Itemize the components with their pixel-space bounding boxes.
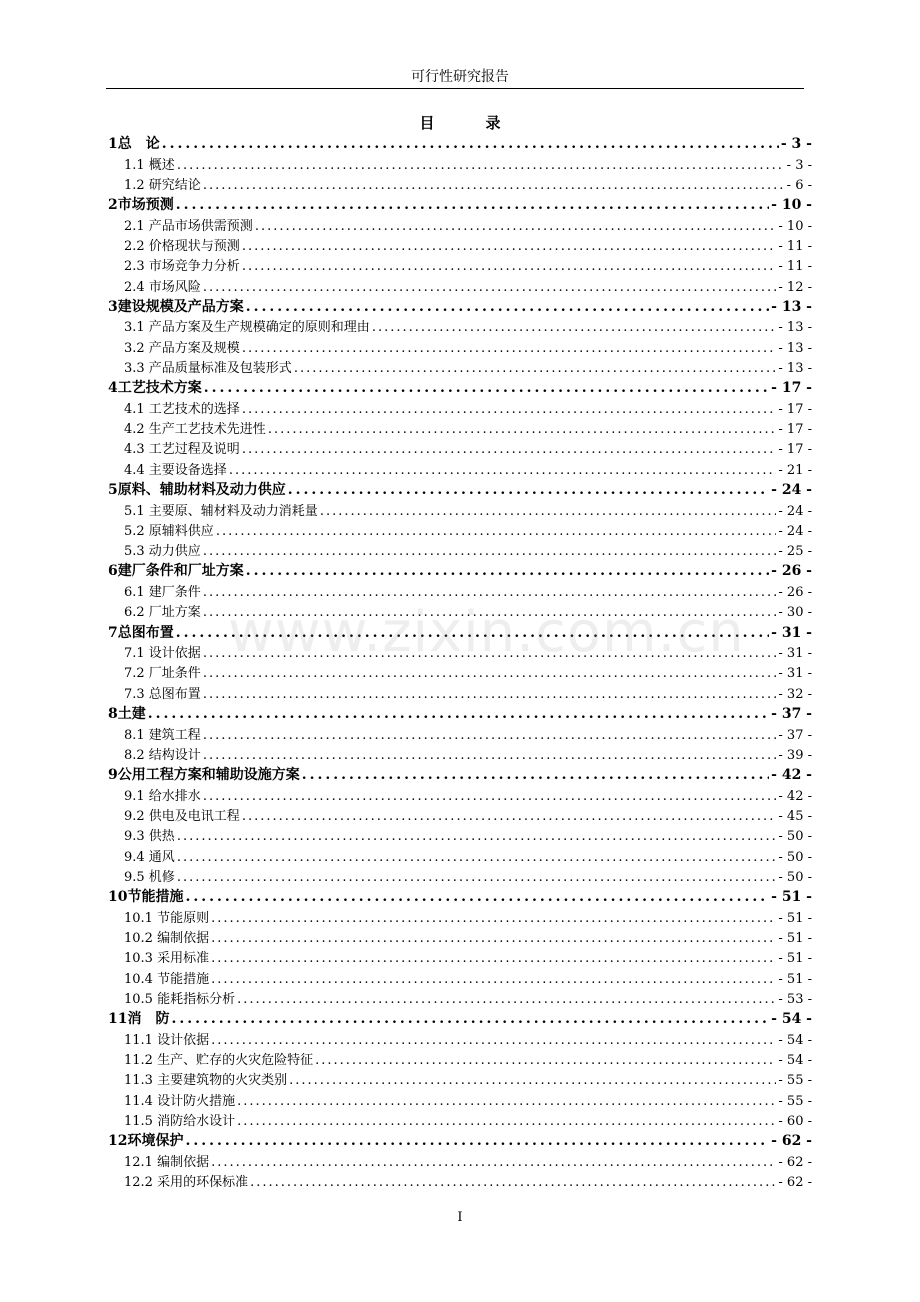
toc-chapter-entry[interactable] [108, 560, 812, 581]
toc-section-title: 3.1 产品方案及生产规模确定的原则和理由 [124, 320, 370, 336]
toc-section-title: 11.2 生产、贮存的火灾危险特征 [124, 1053, 314, 1069]
toc-chapter-title: 建厂条件和厂址方案 [117, 563, 244, 580]
toc-section-entry[interactable] [108, 1171, 812, 1191]
toc-dot-leader [185, 1133, 769, 1149]
toc-page-number: - 42 - [771, 767, 812, 784]
toc-page-number: - 62 - [778, 1154, 812, 1170]
toc-section-title: 7.3 总图布置 [124, 686, 201, 702]
toc-section-title: 7.2 厂址条件 [124, 666, 201, 682]
toc-section-title: 6.2 厂址方案 [124, 605, 201, 621]
toc-section-title: 2.3 市场竞争力分析 [124, 259, 240, 275]
toc-section-title: 7.1 设计依据 [124, 646, 201, 662]
toc-dot-leader [242, 809, 777, 824]
toc-section-entry[interactable] [108, 907, 812, 927]
toc-section-entry[interactable] [108, 968, 812, 988]
toc-chapter-entry[interactable] [108, 703, 812, 724]
toc-section-title: 2.2 价格现状与预测 [124, 238, 240, 254]
toc-section-entry[interactable] [108, 276, 812, 296]
toc-dot-leader [242, 239, 777, 254]
toc-page-number: - 51 - [778, 971, 812, 987]
toc-section-entry[interactable] [108, 988, 812, 1008]
toc-chapter-entry[interactable] [108, 1130, 812, 1151]
toc-page-number: - 37 - [778, 727, 812, 743]
watermark: www.zixin.com.cn [228, 600, 745, 665]
toc-chapter-title: 节能措施 [127, 889, 184, 906]
toc-section-title: 5.1 主要原、辅材料及动力消耗量 [124, 503, 318, 519]
toc-chapter-number: 10 [108, 889, 128, 906]
toc-page-number: - 17 - [778, 442, 812, 458]
toc-chapter-title: 公用工程方案和辅助设施方案 [117, 767, 300, 784]
toc-dot-leader [268, 422, 777, 437]
toc-dot-leader [203, 585, 777, 600]
toc-section-entry[interactable] [108, 947, 812, 967]
toc-chapter-number: 2 [108, 197, 118, 214]
toc-dot-leader [372, 320, 777, 335]
toc-page-number: - 25 - [778, 544, 812, 560]
toc-section-title: 9.2 供电及电讯工程 [124, 809, 240, 825]
toc-dot-leader [211, 1033, 776, 1048]
toc-chapter-number: 12 [108, 1133, 128, 1150]
toc-page-number: - 60 - [778, 1114, 812, 1129]
toc-chapter-entry[interactable] [108, 764, 812, 785]
toc-section-entry[interactable] [108, 235, 812, 255]
toc-section-entry[interactable] [108, 357, 812, 377]
toc-page-number: - 32 - [778, 686, 812, 702]
toc-dot-leader [294, 361, 777, 376]
toc-page-number: - 31 - [771, 624, 812, 641]
toc-chapter-title: 总 论 [117, 136, 160, 152]
toc-section-title: 9.1 给水排水 [124, 788, 201, 804]
toc-dot-leader [246, 299, 769, 315]
toc-section-entry[interactable] [108, 520, 812, 540]
toc-chapter-number: 6 [108, 563, 118, 580]
toc-chapter-number: 5 [108, 482, 118, 499]
toc-dot-leader [237, 1114, 776, 1129]
toc-chapter-number: 1 [108, 136, 118, 152]
toc-section-entry[interactable] [108, 174, 812, 194]
toc-section-entry[interactable] [108, 662, 812, 682]
toc-dot-leader [242, 259, 777, 274]
toc-chapter-title: 市场预测 [117, 197, 174, 214]
toc-chapter-entry[interactable] [108, 194, 812, 215]
toc-page-number: - 55 - [778, 1073, 812, 1089]
header-rule [106, 88, 804, 89]
toc-dot-leader [203, 728, 777, 743]
toc-dot-leader [211, 911, 776, 926]
toc-section-entry[interactable] [108, 866, 812, 886]
toc-dot-leader [288, 482, 769, 498]
toc-page-number: - 37 - [771, 706, 812, 723]
toc-page-number: - 26 - [771, 563, 812, 580]
toc-section-title: 10.1 节能原则 [124, 910, 210, 926]
toc-section-title: 10.3 采用标准 [124, 951, 210, 967]
toc-section-entry[interactable] [108, 1069, 812, 1089]
toc-section-entry[interactable] [108, 744, 812, 764]
toc-section-title: 11.1 设计依据 [124, 1032, 210, 1048]
toc-section-entry[interactable] [108, 500, 812, 520]
toc-page-number: - 51 - [778, 931, 812, 947]
toc-section-entry[interactable] [108, 1151, 812, 1171]
toc-page-number: - 6 - [786, 177, 812, 193]
toc-section-title: 4.4 主要设备选择 [124, 462, 227, 478]
toc-dot-leader [204, 380, 769, 396]
toc-section-entry[interactable] [108, 154, 812, 174]
toc-section-title: 11.3 主要建筑物的火灾类别 [124, 1073, 288, 1089]
toc-chapter-number: 7 [108, 624, 118, 641]
toc-dot-leader [211, 951, 776, 966]
toc-section-title: 9.4 通风 [124, 849, 175, 865]
toc-page-number: - 17 - [778, 401, 812, 417]
toc-dot-leader [242, 341, 777, 356]
toc-chapter-number: 9 [108, 767, 118, 784]
toc-section-title: 9.5 机修 [124, 869, 175, 885]
toc-section-title: 9.3 供热 [124, 829, 175, 845]
toc-section-entry[interactable] [108, 255, 812, 275]
toc-page-number: - 11 - [778, 238, 812, 254]
toc-dot-leader [177, 158, 785, 173]
toc-chapter-entry[interactable] [108, 133, 812, 154]
toc-dot-leader [162, 136, 779, 152]
toc-section-title: 2.1 产品市场供需预测 [124, 218, 253, 234]
toc-section-entry[interactable] [108, 825, 812, 845]
toc-dot-leader [203, 666, 777, 681]
toc-dot-leader [229, 463, 777, 478]
toc-chapter-title: 建设规模及产品方案 [117, 298, 244, 315]
toc-section-entry[interactable] [108, 398, 812, 418]
toc-section-title: 10.5 能耗指标分析 [124, 991, 236, 1007]
toc-dot-leader [255, 219, 777, 234]
toc-dot-leader [237, 992, 776, 1007]
toc-section-title: 4.1 工艺技术的选择 [124, 401, 240, 417]
page-number: I [457, 1210, 463, 1225]
toc-dot-leader [250, 1175, 776, 1190]
toc-chapter-entry[interactable] [108, 886, 812, 907]
toc-section-entry[interactable] [108, 337, 812, 357]
toc-section-entry[interactable] [108, 724, 812, 744]
toc-section-title: 2.4 市场风险 [124, 279, 201, 295]
toc-dot-leader [216, 524, 777, 539]
toc-page-number: - 50 - [778, 829, 812, 845]
toc-section-entry[interactable] [108, 1090, 812, 1110]
toc-section-title: 4.3 工艺过程及说明 [124, 442, 240, 458]
toc-page-number: - 3 - [780, 136, 812, 152]
toc-chapter-number: 4 [108, 380, 118, 397]
toc-section-title: 5.2 原辅料供应 [124, 523, 214, 539]
toc-section-title: 1.1 概述 [124, 157, 175, 173]
toc-dot-leader [171, 1011, 769, 1027]
toc-chapter-title: 环境保护 [127, 1133, 184, 1150]
toc-chapter-title: 消 防 [127, 1011, 170, 1028]
toc-section-title: 8.2 结构设计 [124, 747, 201, 763]
toc-dot-leader [211, 1155, 776, 1170]
toc-page-number: - 62 - [771, 1133, 812, 1150]
toc-page-number: - 45 - [778, 809, 812, 825]
toc-section-entry[interactable] [108, 418, 812, 438]
toc-dot-leader [185, 889, 769, 905]
toc-section-title: 11.5 消防给水设计 [124, 1114, 236, 1129]
toc-dot-leader [315, 1053, 776, 1068]
toc-page-number: - 17 - [771, 380, 812, 397]
toc-chapter-title: 原料、辅助材料及动力供应 [117, 482, 286, 499]
toc-chapter-entry[interactable] [108, 479, 812, 500]
toc-page-number: - 21 - [778, 462, 812, 478]
toc-dot-leader [242, 442, 777, 457]
toc-page-number: - 51 - [778, 951, 812, 967]
toc-section-entry[interactable] [108, 683, 812, 703]
toc-page-number: - 13 - [771, 298, 812, 315]
toc-title: 目 录 [419, 114, 519, 132]
toc-dot-leader [177, 850, 777, 865]
toc-page-number: - 51 - [778, 910, 812, 926]
toc-chapter-number: 8 [108, 706, 118, 723]
toc-page-number: - 13 - [778, 340, 812, 356]
toc-section-entry[interactable] [108, 316, 812, 336]
toc-section-entry[interactable] [108, 805, 812, 825]
toc-chapter-number: 3 [108, 298, 118, 315]
toc-page-number: - 3 - [786, 157, 812, 173]
toc-section-entry[interactable] [108, 459, 812, 479]
toc-page-number: - 17 - [778, 422, 812, 438]
toc-chapter-title: 土建 [117, 706, 146, 723]
toc-section-title: 1.2 研究结论 [124, 177, 201, 193]
toc-section-title: 3.2 产品方案及规模 [124, 340, 240, 356]
toc-page-number: - 30 - [778, 605, 812, 621]
toc-section-title: 10.4 节能措施 [124, 971, 210, 987]
toc-dot-leader [177, 829, 777, 844]
toc-page-number: - 54 - [778, 1032, 812, 1048]
toc-section-title: 12.2 采用的环保标准 [124, 1175, 249, 1191]
page-header: 可行性研究报告 [411, 69, 509, 85]
toc-page-number: - 50 - [778, 869, 812, 885]
toc-dot-leader [211, 931, 776, 946]
toc-page-number: - 26 - [778, 585, 812, 601]
toc-dot-leader [242, 402, 777, 417]
toc-page-number: - 13 - [778, 361, 812, 377]
toc-section-entry[interactable] [108, 438, 812, 458]
toc-section-entry[interactable] [108, 846, 812, 866]
toc-section-title: 8.1 建筑工程 [124, 727, 201, 743]
toc-section-entry[interactable] [108, 1049, 812, 1069]
toc-section-title: 6.1 建厂条件 [124, 585, 201, 601]
toc-section-title: 5.3 动力供应 [124, 544, 201, 560]
toc-page-number: - 62 - [778, 1175, 812, 1191]
toc-dot-leader [320, 504, 777, 519]
toc-dot-leader [237, 1094, 776, 1109]
toc-chapter-entry[interactable] [108, 1008, 812, 1029]
toc-dot-leader [203, 748, 777, 763]
toc-dot-leader [203, 544, 777, 559]
toc-page-number: - 10 - [778, 218, 812, 234]
toc-dot-leader [302, 767, 769, 783]
toc-dot-leader [148, 706, 769, 722]
toc-dot-leader [203, 687, 777, 702]
toc-section-entry[interactable] [108, 1029, 812, 1049]
toc-page-number: - 55 - [778, 1093, 812, 1109]
toc-section-title: 10.2 编制依据 [124, 931, 210, 947]
toc-page-number: - 50 - [778, 849, 812, 865]
toc-chapter-number: 11 [108, 1011, 128, 1028]
toc-section-title: 3.3 产品质量标准及包装形式 [124, 361, 292, 377]
toc-section-entry[interactable] [108, 927, 812, 947]
toc-section-title: 11.4 设计防火措施 [124, 1093, 236, 1109]
toc-page-number: - 31 - [778, 646, 812, 662]
toc-page-number: - 10 - [771, 197, 812, 214]
toc-chapter-entry[interactable] [108, 377, 812, 398]
toc-page-number: - 53 - [778, 991, 812, 1007]
toc-page-number: - 31 - [778, 666, 812, 682]
toc-page-number: - 11 - [778, 259, 812, 275]
toc-section-entry[interactable] [108, 581, 812, 601]
toc-dot-leader [289, 1073, 776, 1088]
toc-page-number: - 24 - [778, 523, 812, 539]
toc-section-title: 4.2 生产工艺技术先进性 [124, 422, 266, 438]
toc-section-entry[interactable] [108, 1110, 812, 1130]
toc-chapter-title: 总图布置 [117, 624, 174, 641]
toc-page-number: - 42 - [778, 788, 812, 804]
toc-page-number: - 51 - [771, 889, 812, 906]
toc-dot-leader [176, 197, 769, 213]
toc-dot-leader [246, 563, 769, 579]
toc-page-number: - 13 - [778, 320, 812, 336]
toc-section-entry[interactable] [108, 540, 812, 560]
toc-page-number: - 54 - [771, 1011, 812, 1028]
toc-section-title: 12.1 编制依据 [124, 1154, 210, 1170]
toc-page-number: - 54 - [778, 1053, 812, 1069]
toc-page-number: - 24 - [778, 503, 812, 519]
toc-section-entry[interactable] [108, 215, 812, 235]
toc-chapter-title: 工艺技术方案 [117, 380, 202, 397]
toc-page-number: - 12 - [778, 279, 812, 295]
toc-dot-leader [203, 789, 777, 804]
toc-chapter-entry[interactable] [108, 296, 812, 317]
toc-page-number: - 24 - [771, 482, 812, 499]
toc-section-entry[interactable] [108, 785, 812, 805]
toc-page-number: - 39 - [778, 747, 812, 763]
toc-dot-leader [177, 870, 777, 885]
toc-dot-leader [203, 178, 785, 193]
toc-dot-leader [211, 972, 776, 987]
toc-dot-leader [203, 280, 777, 295]
